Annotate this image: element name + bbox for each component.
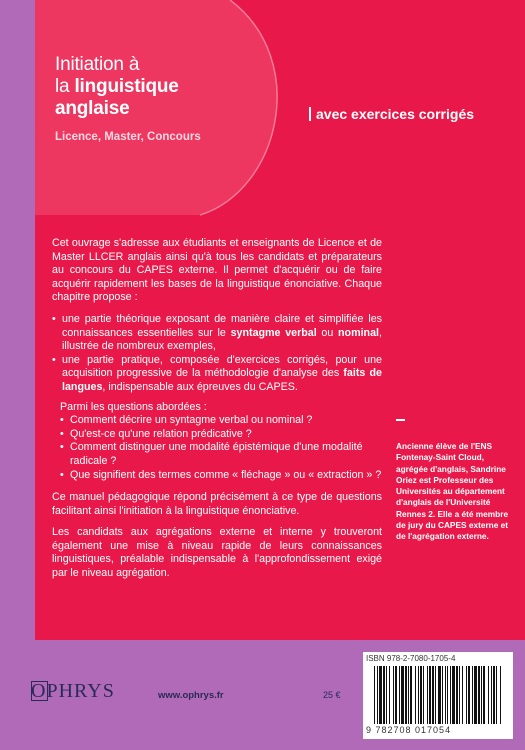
title-line-1: Initiation à bbox=[55, 54, 140, 75]
feature-bold: faits de langues bbox=[62, 367, 382, 393]
feature-text: une partie pratique, composée d'exercices corrigés, pour une acquisition progressive de la méthodologie d'analyse des bbox=[62, 353, 382, 380]
price: 25 € bbox=[323, 690, 341, 700]
feature-text: , illustrée de nombreux exemples, bbox=[62, 326, 382, 353]
subtitle: Licence, Master, Concours bbox=[55, 131, 201, 143]
question-item: • Comment décrire un syntagme verbal ou nominal ? bbox=[60, 414, 382, 428]
questions-block bbox=[60, 401, 382, 483]
feature-item bbox=[52, 313, 382, 354]
feature-text: ou bbox=[316, 326, 339, 339]
feature-bold: syntagme verbal bbox=[230, 326, 317, 339]
author-bio bbox=[396, 441, 514, 543]
tagline: avec exercices corrigés bbox=[316, 106, 475, 122]
paragraph-3: Les candidats aux agrégations externe et interne y trouveront également une mise à niveau rapide de leurs connaissances linguistiques, préalable indispensable à l'approfondissement exigé par le niveau agrégation. bbox=[52, 526, 382, 580]
isbn: ISBN 978-2-7080-1705-4 bbox=[366, 654, 456, 663]
title-line-3: anglaise bbox=[55, 98, 130, 119]
intro-paragraph: Cet ouvrage s'adresse aux étudiants et enseignants de Licence et de Master LLCER anglais ainsi qu'à tous les candidats et préparateurs au concours du CAPES externe. Il permet d'acquérir ou de faire acquérir rapidement les bases de la linguistique énonciative. Chaque chapitre propose : bbox=[52, 237, 382, 304]
author-bio-text: est Professeur des Universités au département d'anglais de l'Université Rennes 2. Elle a été membre de jury du CAPES externe et de l'agrégation externe. bbox=[396, 474, 509, 542]
feature-text: , indispensable aux épreuves du CAPES. bbox=[102, 380, 298, 393]
feature-item bbox=[52, 354, 382, 395]
title-line-2-prefix: la bbox=[55, 76, 75, 97]
author-bio-text: Ancienne élève de l'ENS Fontenay-Saint Cloud, agrégée d'anglais, bbox=[396, 441, 493, 474]
publisher-url[interactable]: www.ophrys.fr bbox=[158, 690, 224, 701]
publisher-logo: OPHRYS bbox=[31, 680, 115, 702]
question-item: • Comment distinguer une modalité épistémique d'une modalité radicale ? bbox=[60, 441, 382, 468]
book-title bbox=[55, 54, 179, 120]
author-name: Sandrine Oriez bbox=[396, 463, 506, 485]
paragraph-2: Ce manuel pédagogique répond précisément à ce type de questions facilitant ainsi l'initiation à la linguistique énonciative. bbox=[52, 491, 382, 517]
barcode bbox=[372, 666, 504, 724]
feature-text: une partie théorique exposant de manière claire et simplifiée les connaissances essentielles sur le bbox=[62, 312, 382, 339]
tagline-bar bbox=[309, 107, 311, 121]
feature-bold: nominal bbox=[338, 326, 380, 339]
questions-list bbox=[60, 414, 382, 482]
questions-intro: Parmi les questions abordées : bbox=[60, 400, 207, 413]
title-line-2-bold: linguistique bbox=[74, 76, 179, 97]
barcode-digits: 9 782708 017054 bbox=[366, 725, 452, 735]
chapter-features-list bbox=[52, 313, 382, 395]
description bbox=[52, 237, 382, 589]
question-item: • Que signifient des termes comme « fléchage » ou « extraction » ? bbox=[60, 469, 382, 483]
author-dash bbox=[396, 419, 405, 421]
question-item: • Qu'est-ce qu'une relation prédicative ? bbox=[60, 428, 382, 442]
